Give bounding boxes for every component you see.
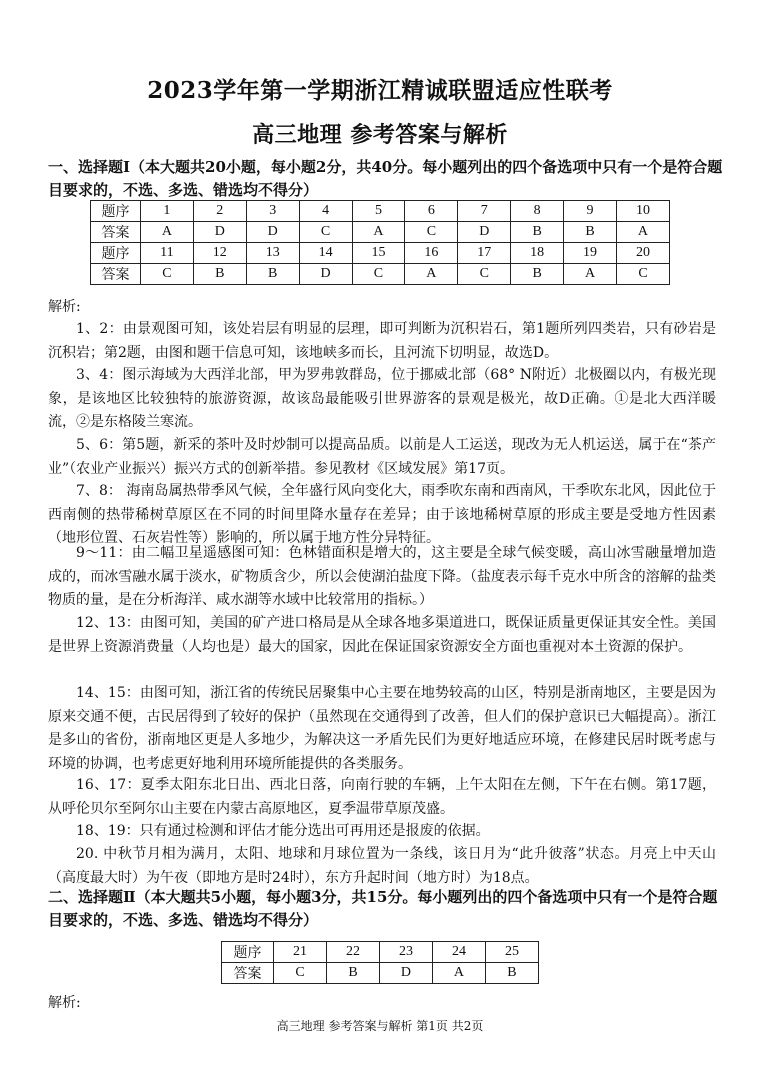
answer-cell: D	[458, 222, 511, 243]
page-footer: 高三地理 参考答案与解析 第1页 共2页	[276, 1019, 484, 1033]
question-number: 10	[616, 201, 669, 222]
table-row	[91, 222, 670, 243]
question-number: 25	[485, 942, 538, 963]
answer-cell: A	[564, 264, 617, 285]
analysis-paragraph: 3、4：图示海域为大西洋北部，甲为罗弗敦群岛，位于挪威北部（68° N附近）北极圈以内，有极光现象，是该地区比较独特的旅游资源，故该岛最能吸引世界游客的景观是极光，故D正确。①是北大西洋暖流，②是东格陵兰寒流。	[48, 367, 716, 430]
question-number: 8	[511, 201, 564, 222]
question-number: 11	[140, 243, 193, 264]
section2-heading: 二、选择题Ⅱ（本大题共5小题，每小题3分，共15分。每小题列出的四个备选项中只有一个是符合题目要求的，不选、多选、错选均不得分）	[48, 888, 718, 929]
answer-cell: B	[511, 222, 564, 243]
table-row	[91, 264, 670, 285]
answer-cell: B	[246, 264, 299, 285]
answer-cell: A	[352, 222, 405, 243]
table-row	[91, 201, 670, 222]
question-number: 18	[511, 243, 564, 264]
analysis-paragraph: 16、17：夏季太阳东北日出、西北日落，向南行驶的车辆，上午太阳在左侧，下午在右侧。第17题，从呼伦贝尔至阿尔山主要在内蒙古高原地区，夏季温带草原茂盛。	[48, 777, 716, 817]
answer-cell: C	[299, 222, 352, 243]
answer-cell: D	[193, 222, 246, 243]
answer-table-2	[221, 941, 539, 984]
question-number: 2	[193, 201, 246, 222]
answer-cell: D	[299, 264, 352, 285]
row-label: 答案	[91, 264, 141, 285]
answer-cell: C	[352, 264, 405, 285]
analysis-label: 解析:	[48, 299, 81, 315]
question-number: 23	[379, 942, 432, 963]
table-row	[222, 942, 539, 963]
question-number: 19	[564, 243, 617, 264]
answer-cell: C	[405, 222, 458, 243]
row-label: 题序	[91, 201, 141, 222]
question-number: 4	[299, 201, 352, 222]
analysis-paragraph: 20. 中秋节月相为满月，太阳、地球和月球位置为一条线，该日月为“此升彼落”状态。月亮上中天山（高度最大时）为午夜（即地方是时24时），东方升起时间（地方时）为18点。	[48, 846, 716, 886]
row-label: 题序	[91, 243, 141, 264]
analysis-paragraph: 7、8： 海南岛属热带季风气候，全年盛行风向变化大，雨季吹东南和西南风，干季吹东北风，因此位于西南侧的热带稀树草原区在不同的时间里降水量存在差异；由于该地稀树草原的形成主要是受地方性因素（地形位置、石灰岩性等）影响的，所以属于地方性分异特征。	[48, 483, 716, 546]
answer-cell: B	[327, 963, 380, 984]
answer-cell: C	[274, 963, 327, 984]
question-number: 3	[246, 201, 299, 222]
question-number: 12	[193, 243, 246, 264]
question-number: 7	[458, 201, 511, 222]
question-number: 5	[352, 201, 405, 222]
answer-cell: A	[432, 963, 485, 984]
answer-cell: C	[140, 264, 193, 285]
question-number: 6	[405, 201, 458, 222]
question-number: 24	[432, 942, 485, 963]
exam-title: 2023学年第一学期浙江精诚联盟适应性联考	[147, 77, 613, 104]
question-number: 1	[140, 201, 193, 222]
question-number: 17	[458, 243, 511, 264]
answer-cell: A	[616, 222, 669, 243]
question-number: 15	[352, 243, 405, 264]
row-label: 题序	[222, 942, 274, 963]
answer-cell: B	[193, 264, 246, 285]
analysis-paragraph: 9～11：由二幅卫星遥感图可知：色林错面积是增大的，这主要是全球气候变暖，高山冰雪融量增加造成的，而冰雪融水属于淡水，矿物质含少，所以会使湖泊盐度下降。（盐度表示每千克水中所含的溶解的盐类物质的量，是在分析海洋、咸水湖等水域中比较常用的指标。）	[48, 545, 716, 608]
row-label: 答案	[222, 963, 274, 984]
question-number: 22	[327, 942, 380, 963]
analysis-paragraph: 18、19：只有通过检测和评估才能分选出可再用还是报废的依据。	[76, 823, 490, 839]
answer-cell: C	[616, 264, 669, 285]
answer-cell: D	[379, 963, 432, 984]
answer-cell: B	[485, 963, 538, 984]
table-row	[91, 243, 670, 264]
question-number: 14	[299, 243, 352, 264]
document-subtitle: 高三地理 参考答案与解析	[252, 122, 508, 148]
analysis-label: 解析:	[48, 995, 81, 1011]
analysis-paragraph: 14、15：由图可知，浙江省的传统民居聚集中心主要在地势较高的山区，特别是浙南地区，主要是因为原来交通不便，古民居得到了较好的保护（虽然现在交通得到了改善，但人们的保护意识已大幅提高）。浙江是多山的省份，浙南地区更是人多地少，为解决这一矛盾先民们为更好地适应环境，在修建民居时既考虑与环境的协调，也考虑更好地利用环境所能提供的各类服务。	[48, 685, 716, 772]
analysis-paragraph: 12、13：由图可知，美国的矿产进口格局是从全球各地多渠道进口，既保证质量更保证其安全性。美国是世界上资源消费量（人均也是）最大的国家，因此在保证国家资源安全方面也重视对本土资源的保护。	[48, 615, 716, 655]
answer-cell: D	[246, 222, 299, 243]
answer-cell: B	[511, 264, 564, 285]
question-number: 9	[564, 201, 617, 222]
answer-cell: B	[564, 222, 617, 243]
question-number: 16	[405, 243, 458, 264]
question-number: 20	[616, 243, 669, 264]
analysis-paragraph: 1、2：由景观图可知，该处岩层有明显的层理，即可判断为沉积岩石，第1题所列四类岩，只有砂岩是沉积岩；第2题，由图和题干信息可知，该地峡多而长，且河流下切明显，故选D。	[48, 321, 716, 361]
analysis-paragraph: 5、6：第5题，新采的茶叶及时炒制可以提高品质。以前是人工运送，现改为无人机运送，属于在“茶产业”（农业产业振兴）振兴方式的创新举措。参见教材《区域发展》第17页。	[48, 437, 716, 477]
table-row	[222, 963, 539, 984]
section1-heading: 一、选择题Ⅰ（本大题共20小题，每小题2分，共40分。每小题列出的四个备选项中只有一个是符合题目要求的，不选、多选、错选均不得分）	[48, 158, 723, 199]
answer-cell: C	[458, 264, 511, 285]
answer-cell: A	[405, 264, 458, 285]
question-number: 21	[274, 942, 327, 963]
question-number: 13	[246, 243, 299, 264]
row-label: 答案	[91, 222, 141, 243]
answer-table-1	[90, 200, 670, 285]
answer-cell: A	[140, 222, 193, 243]
